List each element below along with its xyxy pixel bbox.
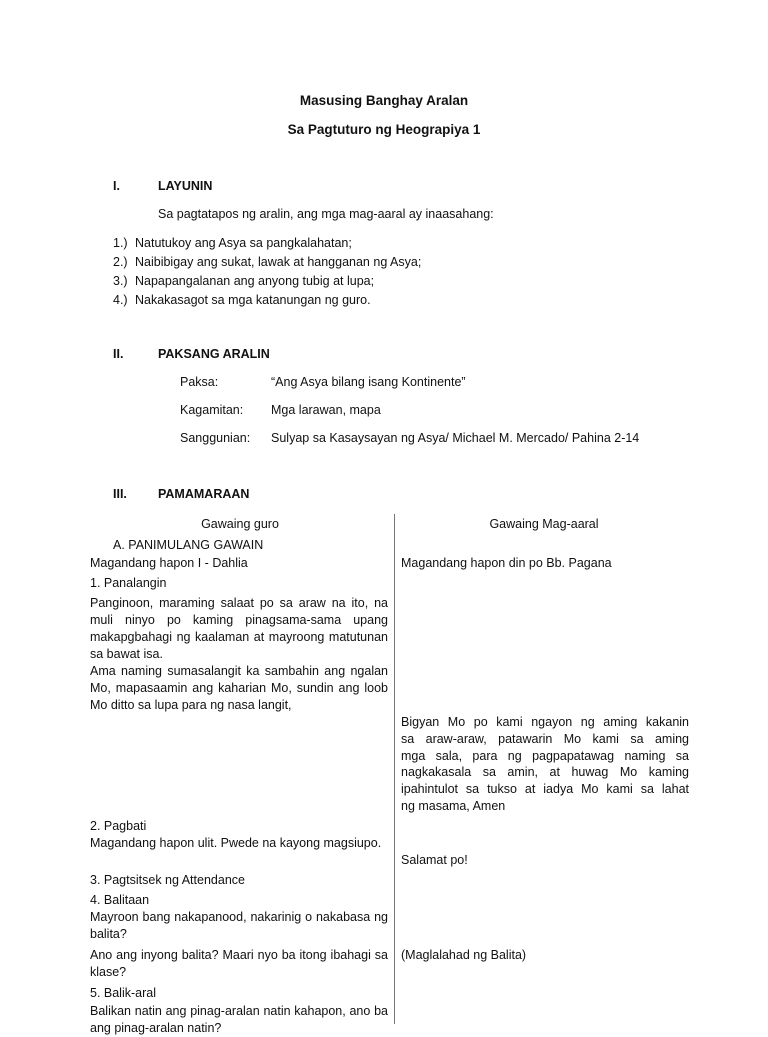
reference-value: Sulyap sa Kasaysayan ng Asya/ Michael M. Mercado/ Pahina 2-14 [271, 431, 640, 445]
list-item: 1.) Natutukoy ang Asya sa pangkalahatan; [113, 236, 352, 250]
student-column-header: Gawaing Mag-aaral [489, 517, 599, 531]
step-3-label: 3. Pagtsitsek ng Attendance [90, 873, 245, 887]
section-1-number: I. [113, 179, 120, 193]
step-2-student-text: Salamat po! [401, 853, 468, 867]
reference-key: Sanggunian: [180, 431, 251, 445]
objectives-list [113, 234, 421, 310]
section-1-heading: LAYUNIN [158, 179, 213, 193]
section-3-number: III. [113, 487, 127, 501]
teacher-prayer: Panginoon, maraming salaat po sa araw na ito, na muli ninyo po kaming pinagsama-sama upang makapgbahagi ng kaalaman at mayroong matutunan sa bawat isa. Ama naming sumasalangit ka sambahin ang ngalan Mo, mapasaamin ang kaharian Mo, sundin ang loob Mo ditto sa lupa para ng nasa langit, [90, 596, 388, 712]
step-4-question-2: Ano ang inyong balita? Maari nyo ba itong ibahagi sa klase? [90, 948, 388, 979]
teacher-column-header: Gawaing guro [201, 517, 279, 531]
subsection-a-heading: A. PANIMULANG GAWAIN [113, 538, 264, 552]
step-4-question-1: Mayroon bang nakapanood, nakarinig o nakabasa ng balita? [90, 910, 388, 941]
step-2-teacher-text: Magandang hapon ulit. Pwede na kayong magsiupo. [90, 836, 382, 850]
step-2-label: 2. Pagbati [90, 819, 147, 833]
student-greeting: Magandang hapon din po Bb. Pagana [401, 556, 612, 570]
step-4-label: 4. Balitaan [90, 893, 150, 907]
materials-key: Kagamitan: [180, 403, 244, 417]
section-3-heading: PAMAMARAAN [158, 487, 250, 501]
step-5-label: 5. Balik-aral [90, 986, 156, 1000]
list-item: 3.) Napapangalanan ang anyong tubig at lupa; [113, 274, 375, 288]
step-5-question: Balikan natin ang pinag-aralan natin kahapon, ano ba ang pinag-aralan natin? [90, 1004, 388, 1035]
step-4-student-text: (Maglalahad ng Balita) [401, 948, 527, 962]
topic-key: Paksa: [180, 375, 219, 389]
page-title: Masusing Banghay Aralan [299, 93, 469, 108]
list-item: 4.) Nakakasagot sa mga katanungan ng guro. [113, 293, 371, 307]
list-item: 2.) Naibibigay ang sukat, lawak at hangganan ng Asya; [113, 255, 422, 269]
objectives-intro: Sa pagtatapos ng aralin, ang mga mag-aaral ay inaasahang: [158, 207, 494, 221]
materials-value: Mga larawan, mapa [271, 403, 381, 417]
student-prayer: Bigyan Mo po kami ngayon ng aming kakanin sa araw-araw, patawarin Mo kami sa aming mga sala, para ng pagpapatawag naming sa nagkakasala sa amin, at huwag Mo kaming ipahintulot sa tukso at iadya Mo kami sa lahat ng masama, Amen [401, 715, 689, 813]
topic-value: “Ang Asya bilang isang Kontinente” [271, 375, 466, 389]
teacher-greeting: Magandang hapon I - Dahlia [90, 556, 248, 570]
column-divider [394, 514, 395, 1024]
page-subtitle: Sa Pagtuturo ng Heograpiya 1 [287, 122, 481, 137]
step-1-label: 1. Panalangin [90, 576, 167, 590]
section-2-heading: PAKSANG ARALIN [158, 347, 270, 361]
section-2-number: II. [113, 347, 124, 361]
